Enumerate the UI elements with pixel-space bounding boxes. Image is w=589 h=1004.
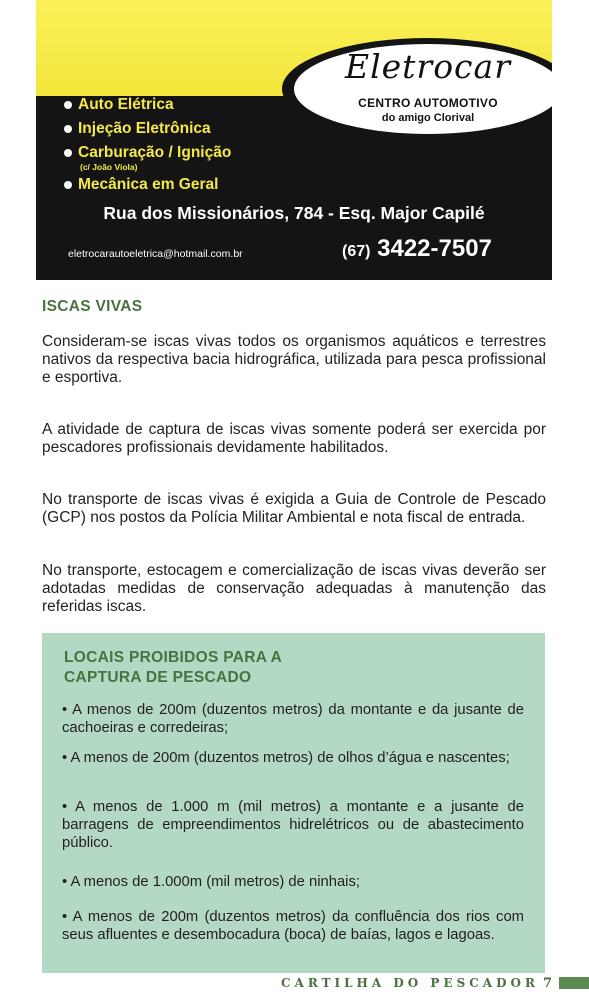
ad-service-item: Injeção Eletrônica [64, 117, 231, 141]
footer-label: CARTILHA DO PESCADOR [280, 976, 539, 990]
box-title [64, 648, 282, 688]
box-list-item: • A menos de 200m (duzentos metros) da confluência dos rios com seus afluentes e desembocadura (boca) de baías, lagos e lagoas. [62, 909, 524, 943]
section-title: ISCAS VIVAS [42, 298, 143, 315]
ad-address: Rua dos Missionários, 784 - Esq. Major Capilé [103, 203, 485, 223]
ad-service-note: (c/ João Viola) [80, 162, 138, 172]
ad-service-item: Carburação / Ignição [64, 141, 231, 165]
ad-service-item: Mecânica em Geral [64, 173, 231, 197]
paragraph: Consideram-se iscas vivas todos os organismos aquáticos e terrestres nativos da respectiva bacia hidrográfica, utilizada para pesca profissional e esportiva. [42, 333, 546, 386]
ad-subtitle: CENTRO AUTOMOTIVO [358, 96, 498, 110]
ad-brand-name: Eletrocar [344, 47, 511, 86]
page-number: 7 [542, 975, 552, 991]
box-title-line: CAPTURA DE PESCADO [64, 669, 252, 686]
paragraph: No transporte de iscas vivas é exigida a Guia de Controle de Pescado (GCP) nos postos da Polícia Militar Ambiental e nota fiscal de entrada. [42, 491, 546, 526]
ad-phone-number: 3422-7507 [377, 235, 492, 262]
ad-phone [342, 235, 492, 263]
ad-service-item: Auto Elétrica [64, 93, 231, 117]
box-list-item: • A menos de 1.000m (mil metros) de ninhais; [62, 874, 360, 890]
paragraph: A atividade de captura de iscas vivas somente poderá ser exercida por pescadores profissionais devidamente habilitados. [42, 421, 546, 456]
box-list-item: • A menos de 1.000 m (mil metros) a montante e a jusante de barragens de empreendimentos hidrelétricos ou de abastecimento público. [62, 799, 524, 851]
box-list-item: • A menos de 200m (duzentos metros) da montante e da jusante de cachoeiras e corredeiras; [62, 702, 524, 736]
ad-email: eletrocarautoeletrica@hotmail.com.br [68, 248, 243, 260]
advertisement-banner [36, 0, 552, 280]
footer-accent-bar [559, 977, 589, 989]
prohibited-locations-box [42, 633, 545, 973]
page-footer [281, 975, 589, 991]
ad-tagline: do amigo Clorival [381, 112, 475, 124]
ad-services-list [64, 93, 231, 197]
box-list-item: • A menos de 200m (duzentos metros) de olhos d’água e nascentes; [62, 750, 510, 766]
paragraph: No transporte, estocagem e comercialização de iscas vivas deverão ser adotadas medidas de conservação adequadas à manutenção das referidas iscas. [42, 562, 546, 615]
ad-phone-area-code: (67) [342, 243, 371, 260]
box-title-line: LOCAIS PROIBIDOS PARA A [64, 649, 283, 666]
